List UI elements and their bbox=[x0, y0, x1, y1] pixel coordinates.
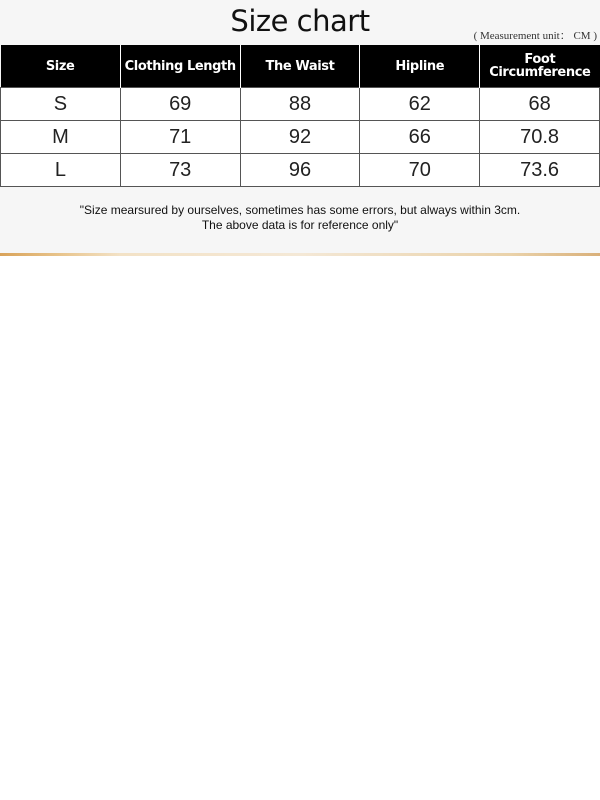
cell-hipline: 62 bbox=[360, 88, 480, 121]
header-foot-circumference: Foot Circumference bbox=[480, 45, 600, 88]
cell-foot-circumference: 68 bbox=[480, 88, 600, 121]
cell-waist: 88 bbox=[240, 88, 360, 121]
size-table bbox=[0, 45, 600, 187]
cell-size: S bbox=[1, 88, 121, 121]
header-waist: The Waist bbox=[240, 45, 360, 88]
cell-foot-circumference: 73.6 bbox=[480, 154, 600, 187]
cell-clothing-length: 71 bbox=[120, 121, 240, 154]
decorative-strip bbox=[0, 253, 600, 256]
page-title: Size chart bbox=[230, 4, 370, 38]
cell-size: L bbox=[1, 154, 121, 187]
measurement-unit-note: ( Measurement unit： CM ) bbox=[473, 30, 597, 42]
size-chart-panel bbox=[0, 0, 600, 254]
cell-clothing-length: 73 bbox=[120, 154, 240, 187]
cell-hipline: 70 bbox=[360, 154, 480, 187]
note-line: The above data is for reference only" bbox=[201, 218, 399, 232]
table-row bbox=[1, 154, 600, 187]
header-size: Size bbox=[1, 45, 121, 88]
cell-waist: 96 bbox=[240, 154, 360, 187]
header-hipline: Hipline bbox=[360, 45, 480, 88]
reference-note bbox=[0, 203, 600, 233]
table-row bbox=[1, 121, 600, 154]
cell-clothing-length: 69 bbox=[120, 88, 240, 121]
cell-waist: 92 bbox=[240, 121, 360, 154]
table-header-row bbox=[1, 45, 600, 88]
cell-size: M bbox=[1, 121, 121, 154]
cell-hipline: 66 bbox=[360, 121, 480, 154]
table-row bbox=[1, 88, 600, 121]
cell-foot-circumference: 70.8 bbox=[480, 121, 600, 154]
note-line: "Size mearsured by ourselves, sometimes has some errors, but always within 3cm. bbox=[79, 203, 521, 217]
header-clothing-length: Clothing Length bbox=[120, 45, 240, 88]
